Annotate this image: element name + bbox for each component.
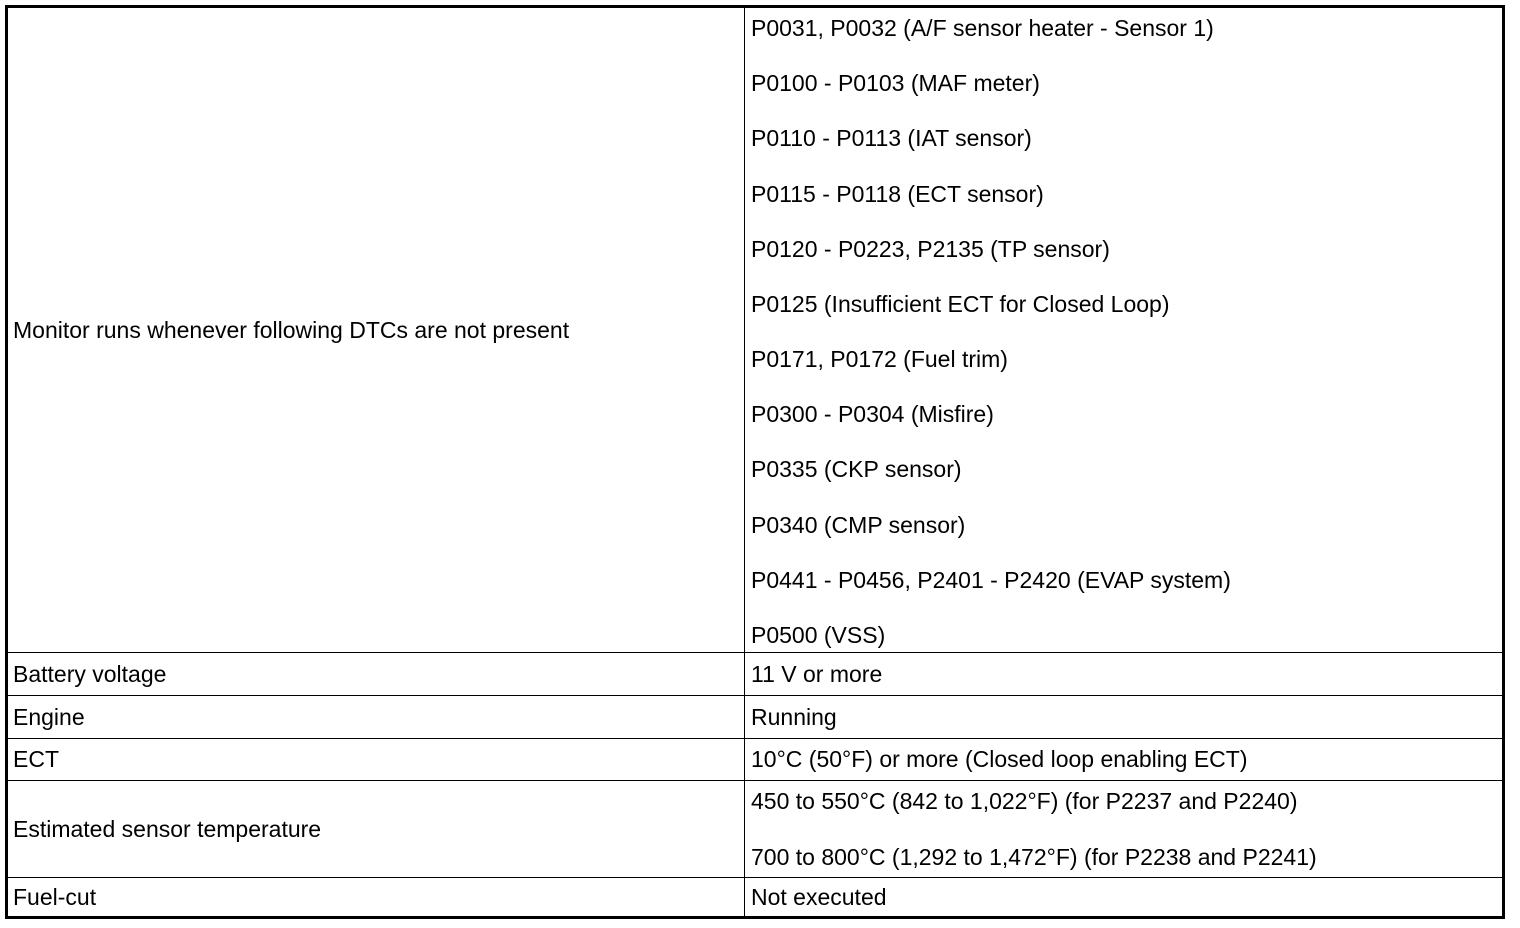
engine-value-text: Running [751,703,837,730]
row-label-engine [8,696,745,739]
dtc-item: P0031, P0032 (A/F sensor heater - Sensor 1) [751,15,1214,41]
ect-value [745,739,1502,781]
dtc-item: P0335 (CKP sensor) [751,456,962,483]
dtc-item: P0100 - P0103 (MAF meter) [751,70,1040,97]
battery-label-text: Battery voltage [13,660,167,687]
engine-value [745,696,1502,739]
battery-value [745,653,1502,696]
engine-label-text: Engine [13,703,85,730]
ect-value-text: 10°C (50°F) or more (Closed loop enabling ECT) [751,746,1248,772]
dtc-item: P0340 (CMP sensor) [751,511,966,538]
row-label-sensor-temp [8,781,745,878]
sensor-temp-values [745,781,1502,878]
dtc-list [745,8,1502,653]
battery-value-text: 11 V or more [751,660,883,687]
dtc-item: P0300 - P0304 (Misfire) [751,401,994,428]
monitor-label-text: Monitor runs whenever following DTCs are not present [13,316,570,343]
conditions-table [5,5,1505,919]
ect-label-text: ECT [13,746,59,772]
fuel-cut-value-text: Not executed [751,883,887,910]
row-label-ect [8,739,745,781]
row-label-fuel-cut [8,878,745,916]
row-label-monitor [8,8,745,653]
dtc-item: P0120 - P0223, P2135 (TP sensor) [751,235,1110,262]
row-label-battery [8,653,745,696]
dtc-item: P0110 - P0113 (IAT sensor) [751,125,1032,152]
fuel-cut-value [745,878,1502,916]
dtc-item: P0171, P0172 (Fuel trim) [751,346,1008,373]
sensor-temp-item: 700 to 800°C (1,292 to 1,472°F) (for P2238 and P2241) [751,844,1317,870]
dtc-item: P0441 - P0456, P2401 - P2420 (EVAP system) [751,566,1231,593]
dtc-item: P0115 - P0118 (ECT sensor) [751,180,1044,207]
dtc-item: P0500 (VSS) [751,621,886,648]
sensor-temp-item: 450 to 550°C (842 to 1,022°F) (for P2237 and P2240) [751,788,1298,814]
sensor-temp-label-text: Estimated sensor temperature [13,815,322,842]
dtc-item: P0125 (Insufficient ECT for Closed Loop) [751,290,1170,317]
fuel-cut-label-text: Fuel-cut [13,883,97,910]
